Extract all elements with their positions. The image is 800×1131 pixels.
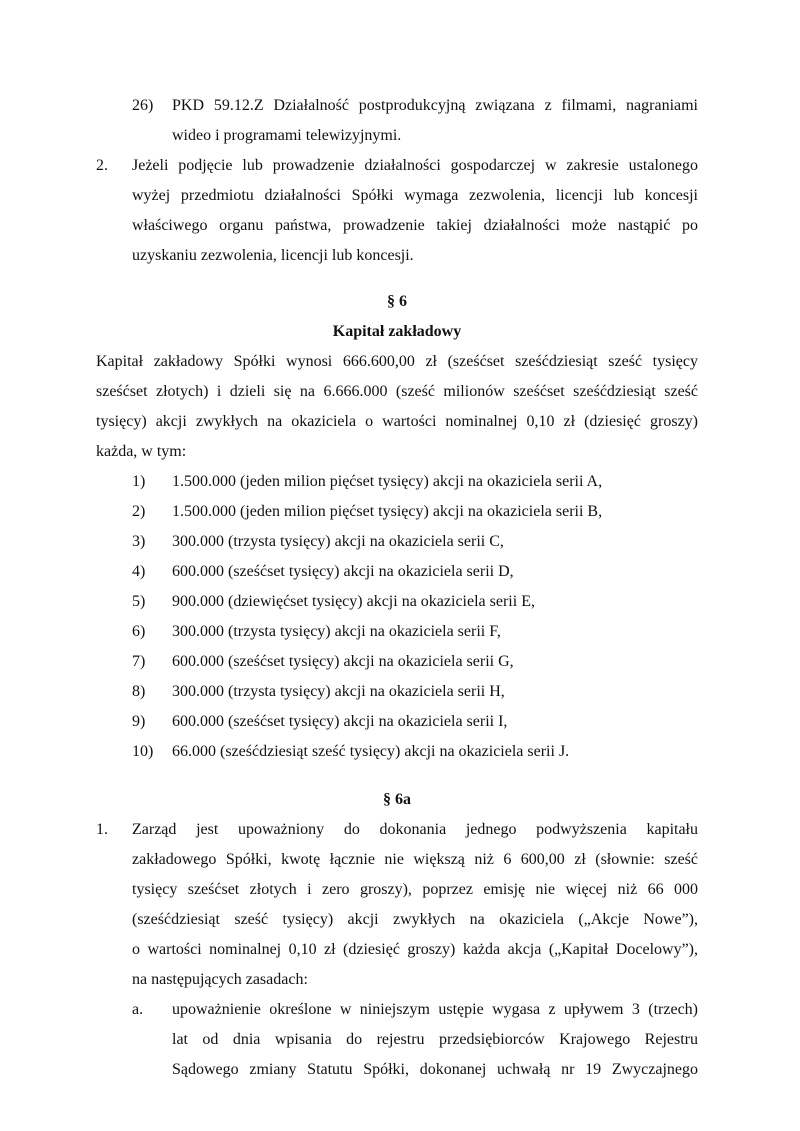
paragraph-line: Zarząd jest upoważniony do dokonania jednego podwyższenia kapitału <box>132 821 698 838</box>
list-item: 600.000 (sześćset tysięcy) akcji na okaziciela serii G, <box>172 653 514 670</box>
paragraph-line: (sześćdziesiąt sześć tysięcy) akcji zwykłych na okaziciela („Akcje Nowe”), <box>132 911 698 928</box>
list-number: 6) <box>132 623 146 640</box>
paragraph-line: każda, w tym: <box>96 443 187 460</box>
list-number: 1) <box>132 473 146 490</box>
list-item: 300.000 (trzysta tysięcy) akcji na okaziciela serii F, <box>172 623 501 640</box>
list-number: 26) <box>132 97 154 114</box>
paragraph-line: Kapitał zakładowy Spółki wynosi 666.600,00 zł (sześćset sześćdziesiąt sześć tysięcy <box>96 353 698 370</box>
paragraph-line: zakładowego Spółki, kwotę łącznie nie większą niż 6 600,00 zł (słownie: sześć <box>132 851 698 868</box>
subpoint-line: lat od dnia wpisania do rejestru przedsiębiorców Krajowego Rejestru <box>172 1031 698 1048</box>
paragraph-line: uzyskaniu zezwolenia, licencji lub koncesji. <box>132 247 414 264</box>
subpoint-line: Sądowego zmiany Statutu Spółki, dokonanej uchwałą nr 19 Zwyczajnego <box>172 1061 698 1078</box>
list-item: 300.000 (trzysta tysięcy) akcji na okaziciela serii C, <box>172 533 504 550</box>
section-title: Kapitał zakładowy <box>332 323 462 340</box>
list-number: 3) <box>132 533 146 550</box>
list-number: 10) <box>132 743 154 760</box>
list-number: 8) <box>132 683 146 700</box>
list-item: 600.000 (sześćset tysięcy) akcji na okaziciela serii I, <box>172 713 508 730</box>
list-item-text-line: wideo i programami telewizyjnymi. <box>172 127 402 144</box>
subpoint-letter: a. <box>132 1001 144 1018</box>
list-item: 300.000 (trzysta tysięcy) akcji na okaziciela serii H, <box>172 683 505 700</box>
paragraph-line: tysięcy sześćset złotych i zero groszy), poprzez emisję nie więcej niż 66 000 <box>132 881 698 898</box>
paragraph-number: 2. <box>96 157 108 174</box>
list-number: 7) <box>132 653 146 670</box>
list-item: 1.500.000 (jeden milion pięćset tysięcy) akcji na okaziciela serii B, <box>172 503 603 520</box>
paragraph-line: właściwego organu państwa, prowadzenie takiej działalności może nastąpić po <box>132 217 698 234</box>
paragraph-line: o wartości nominalnej 0,10 zł (dziesięć groszy) każda akcja („Kapitał Docelowy”), <box>132 941 698 958</box>
list-number: 5) <box>132 593 146 610</box>
list-item: 66.000 (sześćdziesiąt sześć tysięcy) akcji na okaziciela serii J. <box>172 743 570 760</box>
section-heading: § 6 <box>387 293 407 310</box>
paragraph-line: wyżej przedmiotu działalności Spółki wymaga zezwolenia, licencji lub koncesji <box>132 187 698 204</box>
list-item: 1.500.000 (jeden milion pięćset tysięcy) akcji na okaziciela serii A, <box>172 473 603 490</box>
list-number: 4) <box>132 563 146 580</box>
paragraph-line: sześćset złotych) i dzieli się na 6.666.000 (sześć milionów sześćset sześćdziesiąt sześć <box>96 383 698 400</box>
paragraph-number: 1. <box>96 821 108 838</box>
list-item-text-line: PKD 59.12.Z Działalność postprodukcyjną związana z filmami, nagraniami <box>172 97 698 114</box>
list-item: 900.000 (dziewięćset tysięcy) akcji na okaziciela serii E, <box>172 593 535 610</box>
paragraph-line: tysięcy) akcji zwykłych na okaziciela o wartości nominalnej 0,10 zł (dziesięć groszy) <box>96 413 698 430</box>
paragraph-line: na następujących zasadach: <box>132 971 308 988</box>
paragraph-line: Jeżeli podjęcie lub prowadzenie działalności gospodarczej w zakresie ustalonego <box>132 157 698 174</box>
section-heading: § 6a <box>383 791 411 808</box>
subpoint-line: upoważnienie określone w niniejszym ustępie wygasa z upływem 3 (trzech) <box>172 1001 698 1018</box>
list-number: 2) <box>132 503 146 520</box>
list-number: 9) <box>132 713 146 730</box>
list-item: 600.000 (sześćset tysięcy) akcji na okaziciela serii D, <box>172 563 514 580</box>
